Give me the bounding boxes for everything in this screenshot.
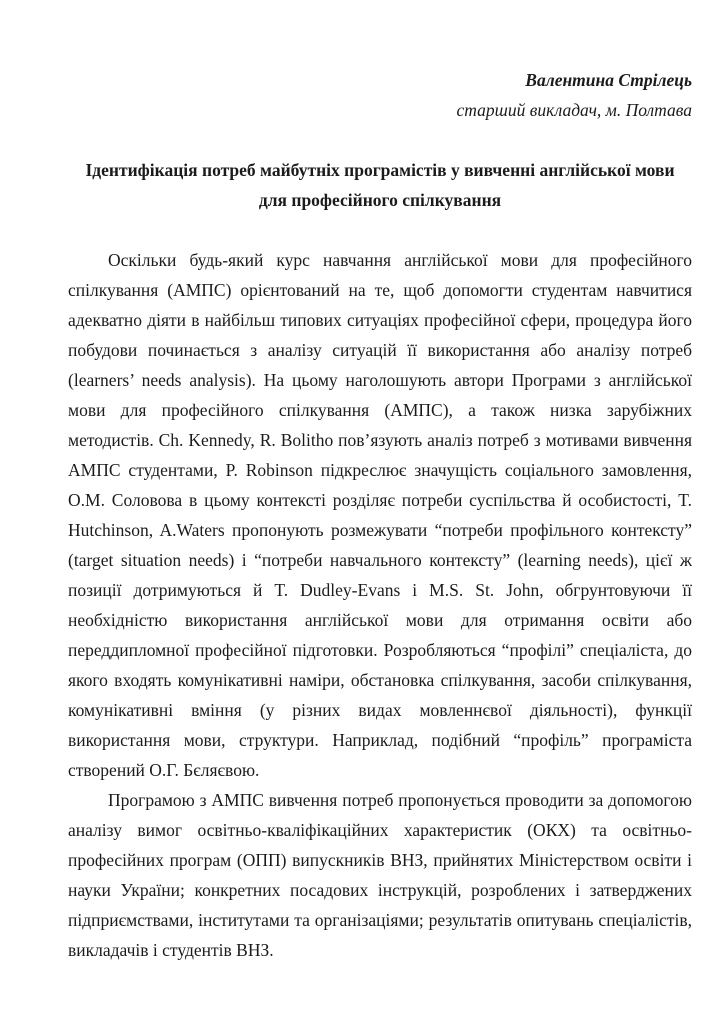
article-title-line-1: Ідентифікація потреб майбутніх програмістів у вивченні англійської мови — [85, 160, 675, 180]
author-name: Валентина Стрілець — [525, 70, 692, 90]
paragraph: Оскільки будь-який курс навчання англійської мови для професійного спілкування (АМПС) орієнтований на те, щоб допомогти студентам навчитися адекватно діяти в найбільш типових ситуаціях професійної сфери, процедура його побудови починається з аналізу ситуацій її використання або аналізу потреб (learners’ needs analysis). На цьому наголошують автори Програми з англійської мови для професійного спілкування (АМПС), а також низка зарубіжних методистів. Ch. Kennedy, R. Bolitho пов’язують аналіз потреб з мотивами вивчення АМПС студентами, P. Robinson підкреслює значущість соціального замовлення, О.М. Соловова в цьому контексті розділяє потреби суспільства й особистості, T. Hutchinson, A.Waters пропонують розмежувати “потреби профільного контексту” (target situation needs) і “потреби навчального контексту” (learning needs), цієї ж позиції дотримуються й T. Dudley-Evans і M.S. St. John, обгрунтовуючи її необхідністю використання англійської мови для отримання освіти або переддипломної професійної підготовки. Розробляються “профілі” спеціаліста, до якого входять комунікативні наміри, обстановка спілкування, засоби спілкування, комунікативні вміння (у різних видах мовленнєвої діяльності), функції використання мови, структури. Наприклад, подібний “профіль” програміста створений О.Г. Бєляєвою. — [68, 250, 692, 780]
author-block — [68, 65, 692, 125]
article-title — [68, 155, 692, 215]
article-body — [68, 245, 692, 965]
author-role: старший викладач, м. Полтава — [456, 100, 692, 120]
article-title-line-2: для професійного спілкування — [258, 190, 502, 210]
paragraph: Програмою з АМПС вивчення потреб пропонується проводити за допомогою аналізу вимог освітньо-кваліфікаційних характеристик (ОКХ) та освітньо-професійних програм (ОПП) випускників ВНЗ, прийнятих Міністерством освіти і науки України; конкретних посадових інструкцій, розроблених і затверджених підприємствами, інститутами та організаціями; результатів опитувань спеціалістів, викладачів і студентів ВНЗ. — [68, 790, 692, 960]
